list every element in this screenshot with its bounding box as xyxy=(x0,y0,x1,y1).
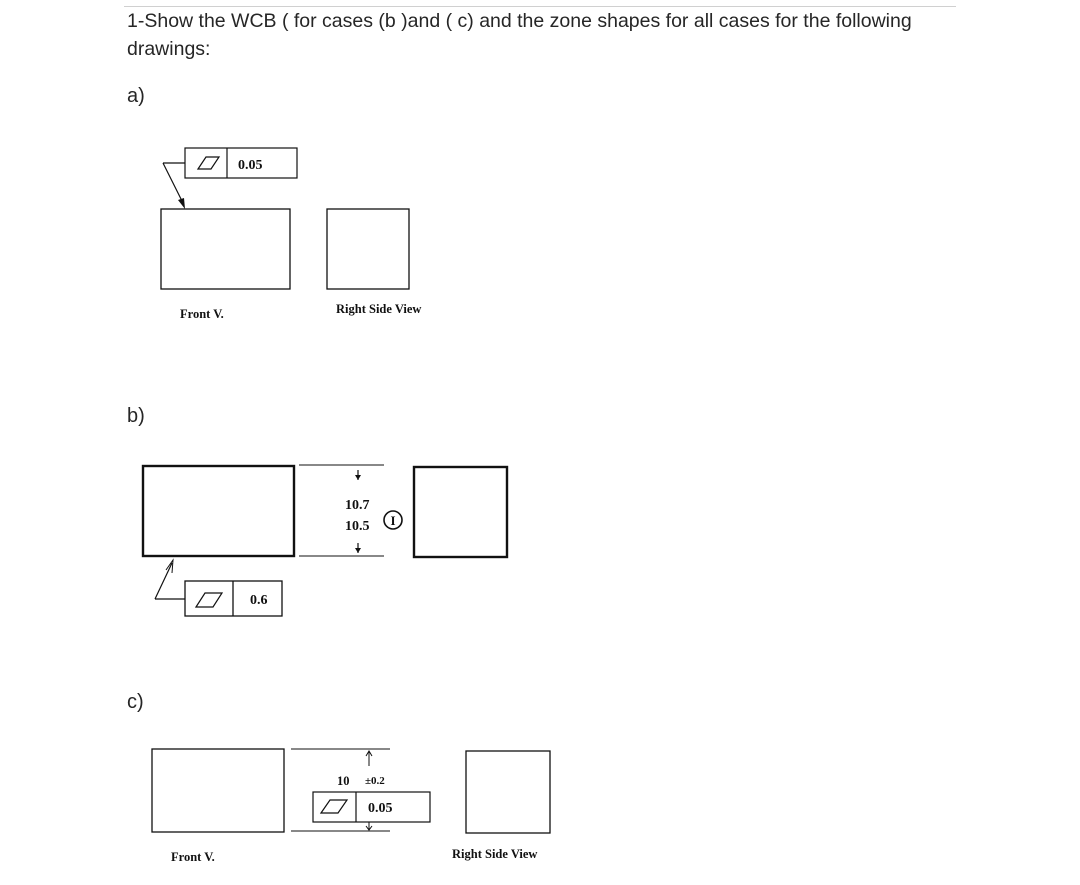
case-a-side-view xyxy=(327,209,409,289)
case-a-fcf-value: 0.05 xyxy=(238,158,263,173)
case-a-leader xyxy=(163,163,185,209)
case-a-drawing xyxy=(161,148,421,321)
case-b-fcf xyxy=(185,581,282,616)
case-c-dim-tolerance: ±0.2 xyxy=(365,775,385,787)
case-b-envelope-modifier xyxy=(384,511,402,529)
case-c-side-view xyxy=(466,751,550,833)
case-c-front-view xyxy=(152,749,284,832)
case-b-dim-lower: 10.5 xyxy=(345,519,370,534)
case-a-fcf xyxy=(185,148,297,178)
case-c-fcf xyxy=(313,792,430,822)
case-b-label: b) xyxy=(127,405,145,427)
question-text: 1-Show the WCB ( for cases (b )and ( c) and the zone shapes for all cases for the following drawings: xyxy=(127,10,912,60)
case-b-leader xyxy=(155,560,185,599)
case-c-dim-value: 10 xyxy=(337,774,350,788)
case-b-drawing xyxy=(143,465,507,616)
case-a-side-view-label: Right Side View xyxy=(336,302,422,316)
case-c-fcf-value: 0.05 xyxy=(368,801,393,816)
case-b-side-view xyxy=(414,467,507,557)
case-b-front-view xyxy=(143,466,294,556)
case-c-side-view-label: Right Side View xyxy=(452,847,538,861)
case-a-label: a) xyxy=(127,85,145,107)
case-b-fcf-value: 0.6 xyxy=(250,593,268,608)
svg-text:I: I xyxy=(390,513,396,528)
case-c-front-view-label: Front V. xyxy=(171,850,215,864)
case-c-label: c) xyxy=(127,691,144,713)
case-b-dim-upper: 10.7 xyxy=(345,498,370,513)
case-a-front-view-label: Front V. xyxy=(180,307,224,321)
case-c-drawing xyxy=(152,749,550,864)
case-a-front-view xyxy=(161,209,290,289)
